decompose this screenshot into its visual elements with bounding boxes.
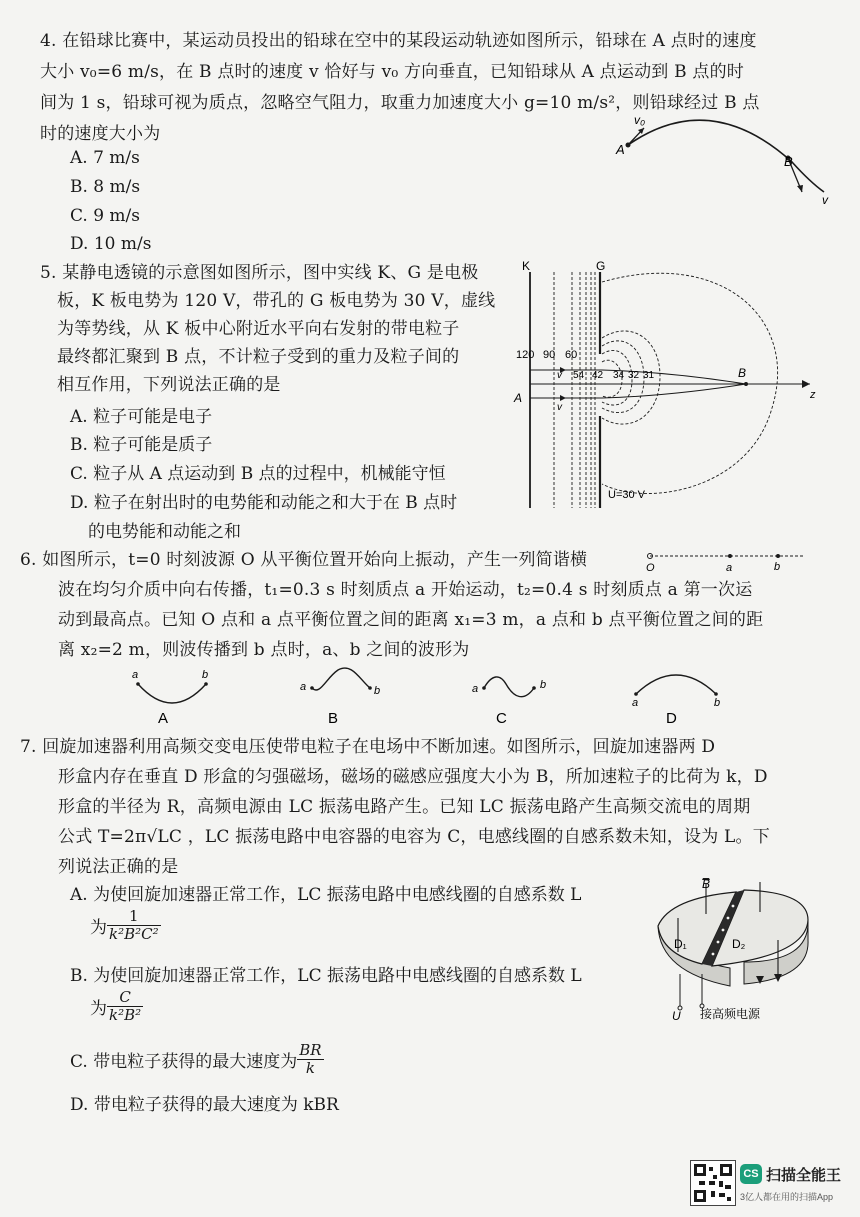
q5-option-a: A. 粒子可能是电子 [70, 407, 213, 427]
q5-line-2: 板，K 板电势为 120 V，带孔的 G 板电势为 30 V，虚线 [57, 291, 496, 311]
q5-line-5: 相互作用，下列说法正确的是 [57, 375, 281, 395]
label-k: K [522, 259, 531, 273]
v-lower-arrow-icon [560, 395, 566, 401]
label-pot-54: 54 [573, 370, 585, 381]
svg-text:b: b [540, 679, 547, 691]
q4-line-1: 4. 在铅球比赛中，某运动员投出的铅球在空中的某段运动轨迹如图所示，铅球在 A 点时的速度 [40, 31, 757, 51]
waveform-b [300, 668, 380, 727]
label-d1: D₁ [674, 937, 687, 951]
q7-line-2: 形盒内存在垂直 D 形盒的匀强磁场，磁场的磁感应强度大小为 B，所加速粒子的比荷为 k，D [58, 767, 768, 787]
label-pot-60: 60 [565, 349, 578, 361]
choice-d-label: D [666, 710, 677, 727]
electrostatic-lens-figure [510, 258, 820, 518]
label-o: O [646, 562, 655, 574]
label-v0: v₀ [634, 113, 646, 127]
watermark-title: 扫描全能王 [766, 1167, 842, 1184]
shotput-trajectory-figure [600, 110, 840, 210]
q7-option-c: C. 带电粒子获得的最大速度为 $\frac{BR}{k}$ [70, 1041, 322, 1077]
q4-line-4: 时的速度大小为 [40, 124, 161, 144]
q4-option-d: D. 10 m/s [70, 234, 152, 254]
label-pot-31: 31 [643, 370, 655, 381]
q6-line-1: 6. 如图所示，t=0 时刻波源 O 从平衡位置开始向上振动，产生一列简谐横 [20, 550, 588, 570]
svg-text:b: b [202, 669, 209, 681]
q5-line-1: 5. 某静电透镜的示意图如图所示，图中实线 K、G 是电极 [40, 263, 479, 283]
q7-option-c-fraction: $\frac{BR}{k}$ [299, 1041, 322, 1077]
qr-code-icon [690, 1160, 736, 1206]
q6-line-3: 动到最高点。已知 O 点和 a 点平衡位置之间的距离 x₁=3 m，a 点和 b 点平衡位置之间的距 [58, 610, 764, 630]
label-u: U=30 V [608, 489, 645, 501]
q4-option-b: B. 8 m/s [70, 177, 141, 197]
choice-a-label: A [158, 710, 169, 727]
waveform-a [132, 669, 208, 727]
label-pot-32: 32 [628, 370, 640, 381]
label-b: b [774, 561, 781, 573]
label-u: U [672, 1009, 681, 1023]
label-a: A [616, 142, 625, 157]
label-b: B [784, 154, 793, 169]
q7-option-a-fraction: $\frac{1}{\text{k²B²C²}}$ [109, 907, 159, 943]
label-pot-34: 34 [613, 370, 625, 381]
q4-line-3: 间为 1 s，铅球可视为质点，忽略空气阻力，取重力加速度大小 g=10 m/s²，则铅球经过 B 点 [40, 93, 760, 113]
label-d2: D₂ [732, 937, 746, 951]
svg-text:b: b [374, 685, 381, 697]
q7-option-b-value: 为 $\frac{C}{\text{k²B²}}$ [90, 988, 142, 1024]
v-arrow-icon [797, 185, 803, 192]
label-v-upper: v [557, 370, 562, 381]
q5-option-d-line-2: 的电势能和动能之和 [88, 522, 241, 542]
label-pot-90: 90 [543, 349, 556, 361]
q7-line-1: 7. 回旋加速器利用高频交变电压使带电粒子在电场中不断加速。如图所示，回旋加速器两 D [20, 737, 716, 757]
q7-option-b-fraction: $\frac{C}{\text{k²B²}}$ [109, 988, 142, 1024]
svg-text:a: a [632, 697, 639, 709]
choice-b-label: B [328, 710, 339, 727]
trajectory-curve [628, 120, 824, 192]
label-b: B [702, 878, 711, 891]
watermark-subtitle: 3亿人都在用的扫描App [740, 1192, 834, 1202]
camscanner-logo-icon: CS [740, 1164, 762, 1184]
label-b: B [738, 366, 747, 380]
choice-c-label: C [496, 710, 507, 727]
q7-option-a-value: 为 $\frac{1}{\text{k²B²C²}}$ [90, 907, 159, 943]
waveform-d [632, 675, 720, 727]
label-a: a [726, 562, 733, 574]
q4-option-a: A. 7 m/s [70, 148, 140, 168]
question-5 [40, 262, 510, 542]
q4-option-c: C. 9 m/s [70, 206, 141, 226]
z-axis-arrow-icon [802, 380, 810, 388]
q5-option-d-line-1: D. 粒子在射出时的电势能和动能之和大于在 B 点时 [70, 493, 458, 513]
label-v: v [822, 193, 828, 207]
wave-medium-figure [640, 548, 810, 574]
q7-option-b-text: B. 为使回旋加速器正常工作，LC 振荡电路中电感线圈的自感系数 L [70, 966, 582, 986]
q5-line-4: 最终都汇聚到 B 点，不计粒子受到的重力及粒子间的 [57, 347, 460, 367]
label-pot-42: 42 [592, 370, 604, 381]
waveform-c [472, 677, 546, 727]
svg-text:a: a [300, 681, 307, 693]
q7-line-5: 列说法正确的是 [58, 857, 179, 877]
label-g: G [596, 259, 606, 273]
svg-text:b: b [714, 697, 721, 709]
question-7 [20, 736, 840, 886]
waveform-choices [120, 666, 740, 728]
q5-option-c: C. 粒子从 A 点运动到 B 点的过程中，机械能守恒 [70, 464, 446, 484]
q4-line-2: 大小 v₀=6 m/s，在 B 点时的速度 v 恰好与 v₀ 方向垂直，已知铅球从 A 点运动到 B 点的时 [40, 62, 744, 82]
point-b-dot [776, 554, 780, 558]
point-a-dot [728, 554, 732, 558]
q6-line-4: 离 x₂=2 m，则波传播到 b 点时，a、b 之间的波形为 [58, 640, 470, 660]
label-pot-120: 120 [516, 349, 535, 361]
label-z: z [810, 389, 816, 401]
q7-line-3: 形盒的半径为 R，高频电源由 LC 振荡电路产生。已知 LC 振荡电路产生高频交流电的周期 [58, 797, 751, 817]
svg-text:a: a [132, 669, 139, 681]
point-b-dot [744, 382, 748, 386]
q7-option-a-text: A. 为使回旋加速器正常工作，LC 振荡电路中电感线圈的自感系数 L [70, 885, 582, 905]
svg-text:a: a [472, 683, 479, 695]
q5-line-3: 为等势线，从 K 板中心附近水平向右发射的带电粒子 [57, 319, 460, 339]
label-v-lower: v [557, 402, 562, 413]
cyclotron-figure [640, 878, 830, 1024]
figure-caption: 接高频电源 [700, 1007, 761, 1021]
q5-option-b: B. 粒子可能是质子 [70, 435, 213, 455]
q7-option-d: D. 带电粒子获得的最大速度为 kBR [70, 1095, 339, 1115]
q6-line-2: 波在均匀介质中向右传播，t₁=0.3 s 时刻质点 a 开始运动，t₂=0.4 s 时刻质点 a 第一次运 [58, 580, 753, 600]
label-a: A [514, 391, 523, 405]
q7-line-4: 公式 T=2π√LC ，LC 振荡电路中电容器的电容为 C，电感线圈的自感系数未知，设为 L。下 [58, 827, 770, 847]
